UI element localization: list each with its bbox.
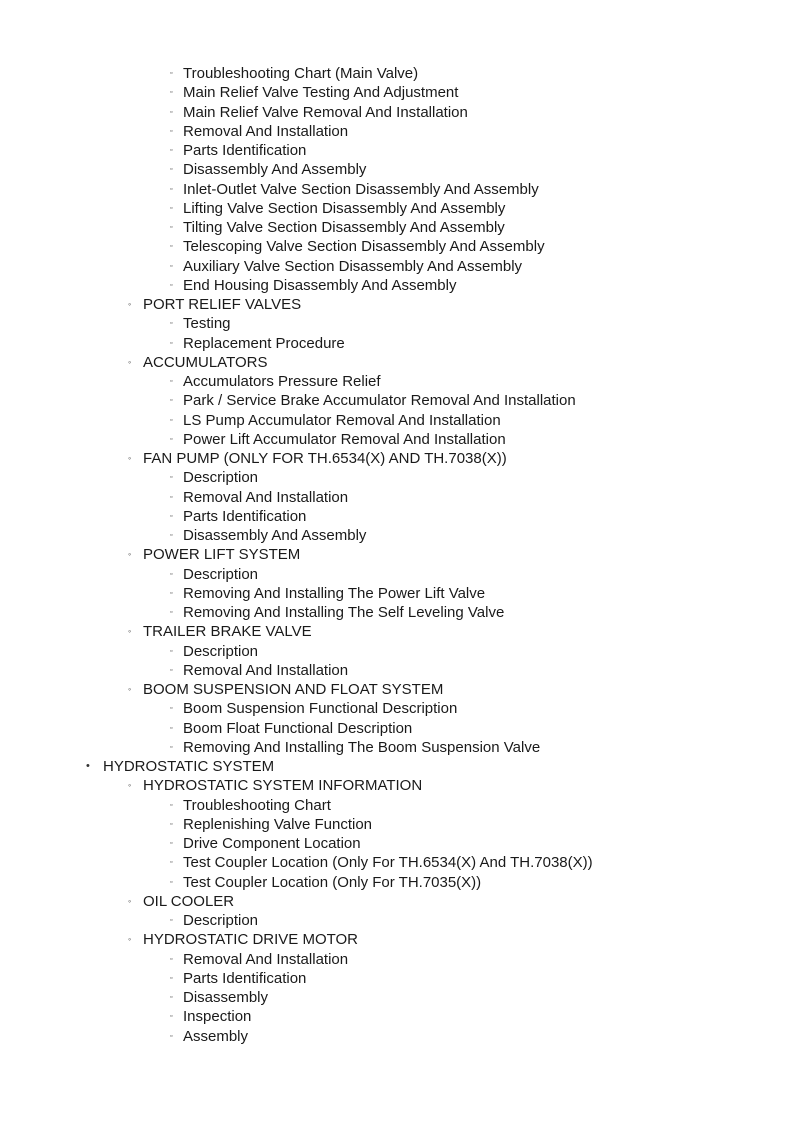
bullet-square-icon: ▫ xyxy=(170,224,173,231)
toc-entry-label: Parts Identification xyxy=(183,969,307,987)
bullet-square-icon: ▫ xyxy=(170,108,173,116)
bullet-square-icon: ▫ xyxy=(170,70,173,77)
bullet-circle-icon: ◦ xyxy=(128,549,132,560)
bullet-circle-icon: ◦ xyxy=(128,453,132,463)
toc-entry-label: OIL COOLER xyxy=(143,892,235,910)
bullet-square-icon: ▫ xyxy=(170,416,173,424)
toc-entry-label: Removal And Installation xyxy=(183,950,349,968)
bullet-square-icon: ▫ xyxy=(170,166,173,174)
toc-entry-label: Removal And Installation xyxy=(183,122,349,140)
toc-entry-label: Tilting Valve Section Disassembly And Assembly xyxy=(183,219,505,236)
bullet-filled-icon: • xyxy=(86,760,90,772)
bullet-square-icon: ▫ xyxy=(170,647,173,655)
toc-entry xyxy=(0,950,794,969)
bullet-square-icon: ▫ xyxy=(170,243,173,251)
toc-entry-label: POWER LIFT SYSTEM xyxy=(143,546,301,564)
bullet-square-icon: ▫ xyxy=(170,147,173,154)
toc-entry xyxy=(0,180,794,199)
bullet-square-icon: ▫ xyxy=(170,185,173,193)
bullet-square-icon: ▫ xyxy=(170,339,173,347)
bullet-square-icon: ▫ xyxy=(170,378,173,385)
toc-entry-label: Telescoping Valve Section Disassembly And Assembly xyxy=(183,238,545,256)
toc-entry xyxy=(0,372,794,391)
bullet-square-icon: ▫ xyxy=(170,859,173,867)
bullet-square-icon: ▫ xyxy=(170,705,173,713)
toc-entry xyxy=(0,526,794,545)
bullet-square-icon: ▫ xyxy=(170,532,173,539)
bullet-square-icon: ▫ xyxy=(170,281,173,289)
toc-entry xyxy=(0,314,794,333)
toc-entry-label: Description xyxy=(183,642,259,660)
bullet-square-icon: ▫ xyxy=(170,955,173,963)
bullet-square-icon: ▫ xyxy=(170,724,173,732)
bullet-square-icon: ▫ xyxy=(170,801,173,809)
bullet-square-icon: ▫ xyxy=(170,512,173,520)
toc-entry xyxy=(0,988,794,1007)
toc-entry xyxy=(0,141,794,160)
toc-entry xyxy=(0,411,794,430)
toc-entry xyxy=(0,565,794,584)
toc-entry-label: Disassembly And Assembly xyxy=(183,527,367,544)
toc-entry-label: Assembly xyxy=(183,1027,249,1045)
bullet-circle-icon: ◦ xyxy=(128,684,132,694)
toc-subsection xyxy=(0,892,794,911)
toc-subsection xyxy=(0,930,794,949)
toc-subsection xyxy=(0,353,794,372)
toc-entry-label: HYDROSTATIC SYSTEM INFORMATION xyxy=(143,777,423,795)
bullet-square-icon: ▫ xyxy=(170,974,173,982)
toc-entry xyxy=(0,122,794,141)
bullet-square-icon: ▫ xyxy=(170,493,173,501)
toc-entry-label: LS Pump Accumulator Removal And Installation xyxy=(183,411,501,429)
toc-entry-label: BOOM SUSPENSION AND FLOAT SYSTEM xyxy=(143,681,444,698)
bullet-square-icon: ▫ xyxy=(170,204,173,212)
bullet-square-icon: ▫ xyxy=(170,666,173,674)
toc-entry xyxy=(0,64,794,83)
bullet-square-icon: ▫ xyxy=(170,570,173,578)
toc-entry-label: Parts Identification xyxy=(183,507,307,525)
bullet-square-icon: ▫ xyxy=(170,1013,173,1021)
toc-entry-label: Testing xyxy=(183,315,231,333)
toc-entry-label: Park / Service Brake Accumulator Removal And Installation xyxy=(183,392,576,410)
bullet-square-icon: ▫ xyxy=(170,994,173,1001)
toc-entry xyxy=(0,969,794,988)
toc-entry-label: ACCUMULATORS xyxy=(143,353,268,371)
toc-entry-label: FAN PUMP (ONLY FOR TH.6534(X) AND TH.7038(X)) xyxy=(143,450,507,467)
toc-entry xyxy=(0,160,794,179)
bullet-square-icon: ▫ xyxy=(170,435,173,443)
toc-entry xyxy=(0,661,794,680)
bullet-square-icon: ▫ xyxy=(170,840,173,847)
toc-entry-label: TRAILER BRAKE VALVE xyxy=(143,623,312,641)
toc-entry xyxy=(0,815,794,834)
toc-entry xyxy=(0,796,794,815)
bullet-square-icon: ▫ xyxy=(170,743,173,751)
toc-entry xyxy=(0,738,794,757)
bullet-circle-icon: ◦ xyxy=(128,626,132,637)
toc-entry-label: Removing And Installing The Boom Suspension Valve xyxy=(183,738,541,756)
bullet-circle-icon: ◦ xyxy=(128,895,132,906)
toc-entry-label: Troubleshooting Chart (Main Valve) xyxy=(183,65,419,82)
table-of-contents xyxy=(0,64,794,1046)
bullet-square-icon: ▫ xyxy=(170,1032,173,1040)
toc-entry-label: HYDROSTATIC SYSTEM xyxy=(103,758,275,775)
bullet-square-icon: ▫ xyxy=(170,609,173,616)
toc-entry-label: Main Relief Valve Testing And Adjustment xyxy=(183,84,459,102)
toc-subsection xyxy=(0,622,794,641)
toc-entry xyxy=(0,584,794,603)
toc-entry xyxy=(0,642,794,661)
toc-entry xyxy=(0,218,794,237)
toc-entry-label: Description xyxy=(183,912,259,929)
bullet-circle-icon: ◦ xyxy=(128,356,132,367)
bullet-square-icon: ▫ xyxy=(170,127,173,135)
bullet-circle-icon: ◦ xyxy=(128,934,132,945)
toc-entry-label: Parts Identification xyxy=(183,142,307,159)
toc-entry xyxy=(0,237,794,256)
toc-entry xyxy=(0,391,794,410)
toc-entry-label: Description xyxy=(183,565,259,583)
bullet-square-icon: ▫ xyxy=(170,89,173,97)
toc-entry xyxy=(0,468,794,487)
toc-entry xyxy=(0,719,794,738)
bullet-square-icon: ▫ xyxy=(170,397,173,405)
toc-entry xyxy=(0,103,794,122)
toc-entry xyxy=(0,834,794,853)
bullet-square-icon: ▫ xyxy=(170,878,173,886)
toc-subsection xyxy=(0,776,794,795)
toc-entry-label: PORT RELIEF VALVES xyxy=(143,296,302,313)
toc-entry xyxy=(0,199,794,218)
toc-entry-label: HYDROSTATIC DRIVE MOTOR xyxy=(143,931,359,949)
toc-entry-label: Boom Suspension Functional Description xyxy=(183,700,458,718)
toc-entry xyxy=(0,276,794,295)
toc-entry-label: Test Coupler Location (Only For TH.7035(X)) xyxy=(183,873,482,891)
toc-entry-label: Main Relief Valve Removal And Installation xyxy=(183,103,468,121)
toc-entry-label: End Housing Disassembly And Assembly xyxy=(183,276,457,294)
toc-entry-label: Replacement Procedure xyxy=(183,334,345,352)
toc-entry-label: Description xyxy=(183,469,259,487)
toc-section xyxy=(0,757,794,776)
bullet-square-icon: ▫ xyxy=(170,262,173,270)
toc-entry xyxy=(0,699,794,718)
toc-entry-label: Removing And Installing The Self Leveling Valve xyxy=(183,604,505,621)
toc-entry xyxy=(0,83,794,102)
toc-entry xyxy=(0,334,794,353)
toc-entry-label: Troubleshooting Chart xyxy=(183,796,331,814)
toc-entry xyxy=(0,257,794,276)
toc-entry xyxy=(0,1027,794,1046)
toc-entry-label: Boom Float Functional Description xyxy=(183,719,413,737)
toc-subsection xyxy=(0,680,794,699)
toc-entry-label: Disassembly And Assembly xyxy=(183,161,367,179)
toc-subsection xyxy=(0,545,794,564)
toc-entry-label: Lifting Valve Section Disassembly And Assembly xyxy=(183,199,506,217)
bullet-circle-icon: ◦ xyxy=(128,299,132,309)
toc-entry-label: Accumulators Pressure Relief xyxy=(183,373,381,390)
toc-entry xyxy=(0,507,794,526)
toc-entry xyxy=(0,1007,794,1026)
toc-entry-label: Test Coupler Location (Only For TH.6534(X) And TH.7038(X)) xyxy=(183,854,593,872)
bullet-square-icon: ▫ xyxy=(170,589,173,597)
toc-entry-label: Drive Component Location xyxy=(183,835,361,852)
toc-entry xyxy=(0,488,794,507)
toc-entry xyxy=(0,853,794,872)
toc-entry-label: Disassembly xyxy=(183,989,269,1006)
toc-entry-label: Power Lift Accumulator Removal And Installation xyxy=(183,430,506,448)
toc-entry xyxy=(0,603,794,622)
toc-entry xyxy=(0,873,794,892)
bullet-square-icon: ▫ xyxy=(170,320,173,328)
bullet-square-icon: ▫ xyxy=(170,474,173,482)
toc-entry xyxy=(0,430,794,449)
toc-entry-label: Removing And Installing The Power Lift Valve xyxy=(183,584,486,602)
toc-entry-label: Auxiliary Valve Section Disassembly And Assembly xyxy=(183,257,523,275)
toc-entry xyxy=(0,911,794,930)
bullet-square-icon: ▫ xyxy=(170,917,173,924)
toc-subsection xyxy=(0,295,794,314)
bullet-circle-icon: ◦ xyxy=(128,780,132,791)
toc-entry-label: Removal And Installation xyxy=(183,488,349,506)
toc-entry-label: Replenishing Valve Function xyxy=(183,815,373,833)
toc-entry-label: Inspection xyxy=(183,1008,252,1026)
bullet-square-icon: ▫ xyxy=(170,820,173,828)
toc-subsection xyxy=(0,449,794,468)
toc-entry-label: Inlet-Outlet Valve Section Disassembly And Assembly xyxy=(183,180,539,198)
toc-entry-label: Removal And Installation xyxy=(183,661,349,679)
